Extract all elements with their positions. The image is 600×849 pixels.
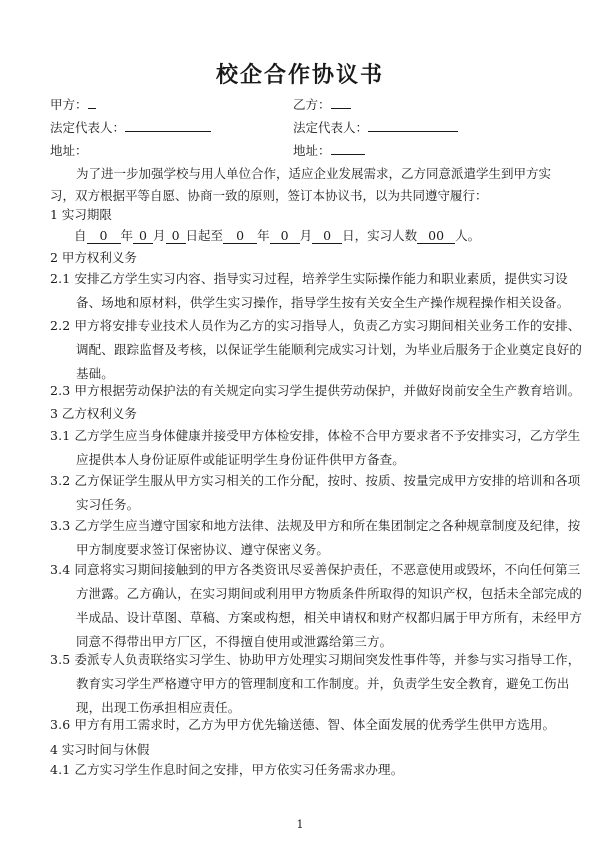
clause-3-1: 3.1 乙方学生应当身体健康并接受甲方体检安排，体检不合甲方要求者不予安排实习，乙方学生应提供本人身份证原件或能证明学生身份证件供甲方备查。 [50, 428, 581, 467]
clause-4-1: 4.1 乙方实习学生作息时间之安排，甲方依实习任务需求办理。 [50, 762, 404, 777]
rep-b: 法定代表人： [293, 118, 458, 136]
section-3-heading: 3 乙方权利义务 [50, 406, 137, 421]
party-b-blank [331, 95, 351, 109]
document-title: 校企合作协议书 [215, 62, 384, 88]
clause-3-6: 3.6 甲方有用工需求时，乙方为甲方优先输送德、智、体全面发展的优秀学生供甲方选用。 [50, 717, 556, 732]
addr-b-blank [331, 141, 365, 155]
start-day: 0 [166, 229, 186, 244]
party-row-names [50, 95, 570, 115]
start-month: 0 [133, 229, 153, 244]
intern-count: 00 [417, 229, 455, 244]
party-row-address [50, 141, 570, 161]
intro-paragraph: 为了进一步加强学校与用人单位合作，适应企业发展需求，乙方同意派遣学生到甲方实习，双方根据平等自愿、协商一致的原则，签订本协议书，以为共同遵守履行： [50, 166, 552, 203]
end-year: 0 [223, 229, 257, 244]
clause-3-2: 3.2 乙方保证学生服从甲方实习相关的工作分配，按时、按质、按量完成甲方安排的培训和各项实习任务。 [50, 473, 581, 512]
section-1-heading: 1 实习期限 [50, 207, 112, 222]
page-number: 1 [296, 818, 304, 831]
rep-a-blank [125, 118, 211, 132]
rep-a: 法定代表人： [50, 118, 211, 136]
clause-3-5: 3.5 委派专人负责联络实习学生、协助甲方处理实习期间突发性事件等，并参与实习指导工作，教育实习学生严格遵守甲方的管理制度和工作制度。并，负责学生安全教育，避免工伤出现，出现工伤承担相应责任。 [50, 652, 581, 715]
clause-3-3: 3.3 乙方学生应当遵守国家和地方法律、法规及甲方和所在集团制定之各种规章制度及纪律，按甲方制度要求签订保密协议、遵守保密义务。 [50, 518, 581, 557]
clause-3-4: 3.4 同意将实习期间接触到的甲方各类资讯尽妥善保护责任，不恶意使用或毁坏，不向任何第三方泄露。乙方确认，在实习期间或利用甲方物质条件所取得的知识产权，包括未全部完成的半成品、设计草图、草稿、方案或构想，相关申请权和财产权都归属于甲方所有，未经甲方同意不得带出甲方厂区，不得擅自使用或泄露给第三方。 [50, 562, 583, 649]
party-a: 甲方： [50, 95, 96, 113]
section-4-heading: 4 实习时间与休假 [50, 742, 150, 757]
section-2-heading: 2 甲方权利义务 [50, 250, 137, 265]
internship-period: 自 0 年 0 月 0 日起至 0 年 0 月 0 日，实习人数 00 人。 [74, 228, 481, 243]
addr-a: 地址： [50, 143, 88, 158]
party-b: 乙方： [293, 95, 351, 113]
addr-b: 地址： [293, 141, 365, 159]
start-year: 0 [87, 229, 121, 244]
party-row-reps [50, 118, 570, 138]
clause-2-2: 2.2 甲方将安排专业技术人员作为乙方的实习指导人，负责乙方实习期间相关业务工作的安排、调配、跟踪监督及考核，以保证学生能顺利完成实习计划，为毕业后服务于企业奠定良好的基础。 [50, 318, 583, 381]
clause-2-1: 2.1 安排乙方学生实习内容、指导实习过程，培养学生实际操作能力和职业素质，提供实习设备、场地和原材料，供学生实习操作，指导学生按有关安全生产操作规程操作相关设备。 [50, 271, 570, 310]
rep-b-blank [368, 118, 458, 132]
end-day: 0 [312, 229, 342, 244]
clause-2-3: 2.3 甲方根据劳动保护法的有关规定向实习学生提供劳动保护，并做好岗前安全生产教育培训。 [50, 383, 581, 398]
party-a-blank [88, 95, 96, 109]
end-month: 0 [270, 229, 300, 244]
